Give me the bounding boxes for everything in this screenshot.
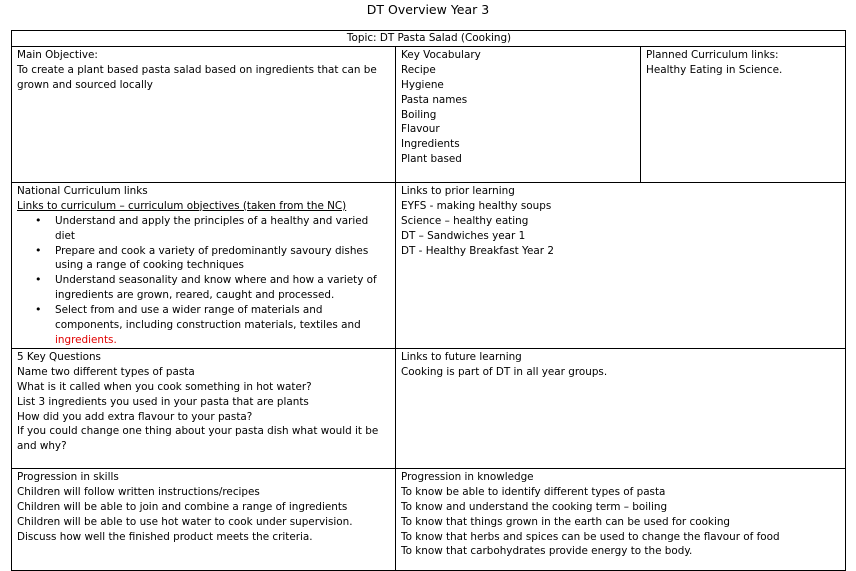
future-learning-cell xyxy=(396,348,846,468)
vocab-item: Hygiene xyxy=(401,78,444,91)
questions-row xyxy=(12,348,846,468)
knowledge-item: To know that carbohydrates provide energy to the body. xyxy=(401,545,693,558)
progression-knowledge-heading: Progression in knowledge xyxy=(401,470,534,483)
vocab-item: Boiling xyxy=(401,108,437,121)
planned-curriculum-cell xyxy=(641,46,846,182)
main-objective-text: To create a plant based pasta salad based on ingredients that can be grown and sourced locally xyxy=(17,63,377,91)
prior-learning-heading: Links to prior learning xyxy=(401,184,515,197)
main-objective-cell xyxy=(12,46,396,182)
progression-knowledge-cell xyxy=(396,468,846,570)
skill-item: Discuss how well the finished product meets the criteria. xyxy=(17,530,313,543)
vocab-item: Pasta names xyxy=(401,93,468,106)
key-questions-cell xyxy=(12,348,396,468)
progression-row xyxy=(12,468,846,570)
curriculum-row xyxy=(12,182,846,348)
progression-skills-cell xyxy=(12,468,396,570)
objective-row xyxy=(12,46,846,182)
main-objective-heading: Main Objective: xyxy=(17,48,98,61)
vocab-item: Recipe xyxy=(401,63,436,76)
planned-curriculum-text: Healthy Eating in Science. xyxy=(646,63,783,76)
curriculum-objectives-subheading: Links to curriculum – curriculum objectives (taken from the NC) xyxy=(17,199,347,212)
key-questions-heading: 5 Key Questions xyxy=(17,350,101,363)
vocab-item: Plant based xyxy=(401,153,462,166)
national-curriculum-heading: National Curriculum links xyxy=(17,184,148,197)
curriculum-bullet: • Understand and apply the principles of a healthy and varied diet xyxy=(55,214,391,244)
topic-row xyxy=(12,31,846,47)
future-learning-heading: Links to future learning xyxy=(401,350,522,363)
skill-item: Children will be able to use hot water to cook under supervision. xyxy=(17,515,353,528)
key-question: How did you add extra flavour to your pasta? xyxy=(17,410,253,423)
knowledge-item: To know be able to identify different types of pasta xyxy=(401,485,666,498)
document-title: DT Overview Year 3 xyxy=(366,2,490,17)
national-curriculum-cell xyxy=(12,182,396,348)
key-question: Name two different types of pasta xyxy=(17,365,195,378)
prior-learning-item: EYFS - making healthy soups xyxy=(401,199,552,212)
knowledge-item: To know that things grown in the earth can be used for cooking xyxy=(401,515,731,528)
curriculum-bullet-list xyxy=(17,214,391,348)
prior-learning-item: Science – healthy eating xyxy=(401,214,529,227)
planned-curriculum-heading: Planned Curriculum links: xyxy=(646,48,779,61)
knowledge-item: To know and understand the cooking term – boiling xyxy=(401,500,668,513)
prior-learning-item: DT - Healthy Breakfast Year 2 xyxy=(401,244,554,257)
curriculum-bullet: • Prepare and cook a variety of predominantly savoury dishes using a range of cooking techniques xyxy=(55,244,391,274)
vocab-item: Ingredients xyxy=(401,138,460,151)
key-question: If you could change one thing about your pasta dish what would it be and why? xyxy=(17,425,379,453)
key-vocabulary-heading: Key Vocabulary xyxy=(401,48,481,61)
skill-item: Children will follow written instructions/recipes xyxy=(17,485,260,498)
ingredients-highlight: ingredients. xyxy=(55,333,117,346)
future-learning-text: Cooking is part of DT in all year groups. xyxy=(401,365,608,378)
curriculum-bullet: • Understand seasonality and know where and how a variety of ingredients are grown, reared, caught and processed. xyxy=(55,273,391,303)
key-vocabulary-cell xyxy=(396,46,641,182)
vocab-item: Flavour xyxy=(401,123,440,136)
knowledge-item: To know that herbs and spices can be used to change the flavour of food xyxy=(401,530,780,543)
prior-learning-item: DT – Sandwiches year 1 xyxy=(401,229,526,242)
curriculum-bullet xyxy=(55,303,391,348)
topic-cell: Topic: DT Pasta Salad (Cooking) xyxy=(12,31,846,47)
overview-table xyxy=(11,30,846,571)
prior-learning-cell xyxy=(396,182,846,348)
skill-item: Children will be able to join and combine a range of ingredients xyxy=(17,500,348,513)
progression-skills-heading: Progression in skills xyxy=(17,470,119,483)
key-question: What is it called when you cook something in hot water? xyxy=(17,380,312,393)
curriculum-bullet-text: Select from and use a wider range of materials and components, including construction materials, textiles and xyxy=(55,304,361,332)
key-question: List 3 ingredients you used in your pasta that are plants xyxy=(17,395,309,408)
